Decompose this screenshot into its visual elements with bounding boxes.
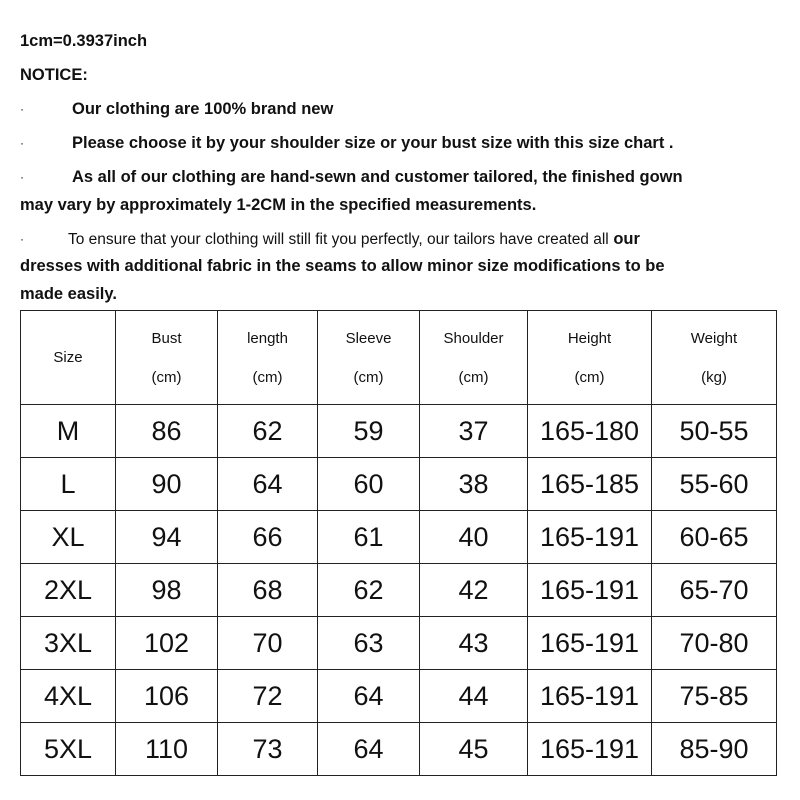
table-cell: 65-70 <box>652 564 777 617</box>
table-cell: 102 <box>116 617 218 670</box>
table-cell: 85-90 <box>652 723 777 776</box>
table-cell: 60-65 <box>652 511 777 564</box>
table-cell: 94 <box>116 511 218 564</box>
column-header-unit: (cm) <box>353 368 384 386</box>
notice-text-continued: dresses with additional fabric in the seams to allow minor size modifications to be <box>20 257 665 275</box>
notice-text: As all of our clothing are hand-sewn and customer tailored, the finished gown <box>72 168 683 186</box>
column-header-label: Sleeve <box>345 329 392 347</box>
unit-conversion: 1cm=0.3937inch <box>20 32 148 50</box>
notice-text-continued: made easily. <box>20 285 117 303</box>
table-cell: 50-55 <box>652 405 777 458</box>
table-cell: 86 <box>116 405 218 458</box>
table-cell: 110 <box>116 723 218 776</box>
size-cell: 3XL <box>21 617 116 670</box>
table-cell: 75-85 <box>652 670 777 723</box>
table-cell: 165-191 <box>528 617 652 670</box>
table-header-row <box>21 311 777 405</box>
table-cell: 106 <box>116 670 218 723</box>
column-header-unit: (cm) <box>151 368 182 386</box>
column-header-unit: (kg) <box>701 368 727 386</box>
table-cell: 70 <box>218 617 318 670</box>
table-row <box>21 617 777 670</box>
column-header <box>652 311 777 405</box>
bullet: · <box>20 232 24 246</box>
table-row <box>21 405 777 458</box>
table-cell: 73 <box>218 723 318 776</box>
table-cell: 90 <box>116 458 218 511</box>
notice-text-continued: may vary by approximately 1-2CM in the specified measurements. <box>20 196 537 214</box>
notice-text: Please choose it by your shoulder size or your bust size with this size chart . <box>72 134 674 152</box>
column-header-label: Bust <box>151 329 182 347</box>
notice-label: NOTICE: <box>20 66 88 84</box>
table-cell: 165-185 <box>528 458 652 511</box>
table-cell: 66 <box>218 511 318 564</box>
bullet: · <box>20 170 24 184</box>
column-header <box>420 311 528 405</box>
size-cell: 5XL <box>21 723 116 776</box>
size-cell: XL <box>21 511 116 564</box>
column-header-label: Shoulder <box>443 329 504 347</box>
table-cell: 98 <box>116 564 218 617</box>
table-row <box>21 723 777 776</box>
column-header <box>116 311 218 405</box>
table-cell: 72 <box>218 670 318 723</box>
column-header-label: Weight <box>690 329 738 347</box>
table-cell: 63 <box>318 617 420 670</box>
table-cell: 64 <box>218 458 318 511</box>
table-row <box>21 670 777 723</box>
notice-text: To ensure that your clothing will still fit you perfectly, our tailors have created all <box>68 231 609 248</box>
size-cell: M <box>21 405 116 458</box>
column-header <box>318 311 420 405</box>
table-cell: 165-191 <box>528 670 652 723</box>
table-cell: 59 <box>318 405 420 458</box>
table-cell: 43 <box>420 617 528 670</box>
bullet: · <box>20 102 24 116</box>
table-cell: 38 <box>420 458 528 511</box>
column-header-label: Height <box>567 329 612 347</box>
table-row <box>21 564 777 617</box>
table-body <box>21 405 777 776</box>
table-cell: 68 <box>218 564 318 617</box>
table-cell: 64 <box>318 723 420 776</box>
notice-text: our <box>613 230 640 248</box>
notice-text: Our clothing are 100% brand new <box>72 100 334 118</box>
table-cell: 62 <box>218 405 318 458</box>
column-header-label: length <box>247 329 288 347</box>
column-header-unit: (cm) <box>252 368 283 386</box>
bullet: · <box>20 136 24 150</box>
table-row <box>21 511 777 564</box>
table-cell: 165-191 <box>528 511 652 564</box>
column-header <box>21 311 116 405</box>
table-cell: 37 <box>420 405 528 458</box>
table-cell: 165-191 <box>528 564 652 617</box>
table-cell: 45 <box>420 723 528 776</box>
table-cell: 165-191 <box>528 723 652 776</box>
column-header <box>528 311 652 405</box>
table-cell: 62 <box>318 564 420 617</box>
column-header-unit: (cm) <box>458 368 489 386</box>
table-cell: 64 <box>318 670 420 723</box>
table-cell: 165-180 <box>528 405 652 458</box>
column-header-label: Size <box>53 349 83 366</box>
table-cell: 61 <box>318 511 420 564</box>
column-header-unit: (cm) <box>574 368 605 386</box>
table-cell: 70-80 <box>652 617 777 670</box>
table-cell: 55-60 <box>652 458 777 511</box>
table-cell: 44 <box>420 670 528 723</box>
size-cell: 2XL <box>21 564 116 617</box>
table-cell: 40 <box>420 511 528 564</box>
size-cell: L <box>21 458 116 511</box>
table-row <box>21 458 777 511</box>
size-cell: 4XL <box>21 670 116 723</box>
column-header <box>218 311 318 405</box>
size-chart-table <box>20 310 777 776</box>
table-cell: 60 <box>318 458 420 511</box>
table-cell: 42 <box>420 564 528 617</box>
